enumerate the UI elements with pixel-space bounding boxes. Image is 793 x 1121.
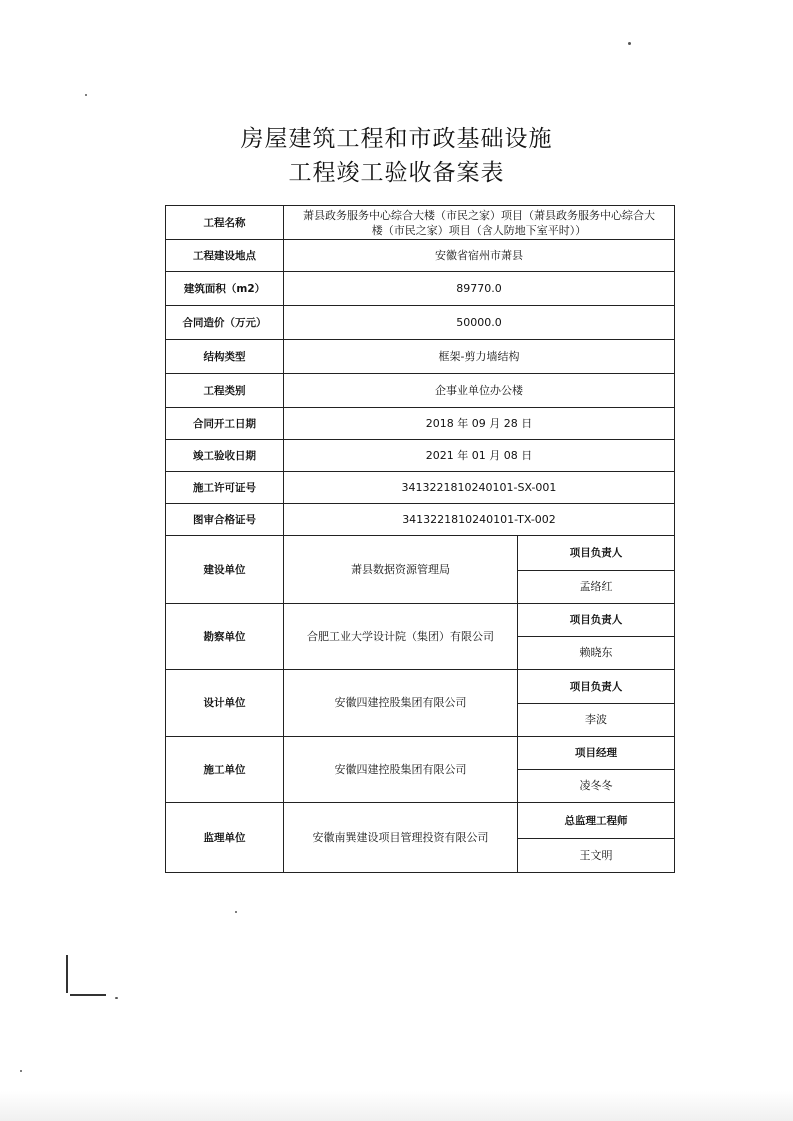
- row-review-certificate: [166, 504, 675, 536]
- row-unit-supervision: [166, 803, 675, 839]
- row-unit-design: [166, 670, 675, 704]
- filing-form-table: [165, 205, 675, 873]
- construction-person-name: 凌冬冬: [518, 770, 675, 803]
- row-project-category: [166, 374, 675, 408]
- location-label: 工程建设地点: [166, 240, 284, 272]
- project-category-value: 企事业单位办公楼: [284, 374, 675, 408]
- builder-person-name: 孟络红: [518, 571, 675, 604]
- row-location: [166, 240, 675, 272]
- construction-permit-value: 341322181024010​1-SX-001: [284, 472, 675, 504]
- survey-role-label: 项目负责人: [518, 604, 675, 637]
- scan-speck: [85, 94, 87, 96]
- scan-speck: [628, 42, 631, 45]
- row-unit-builder: [166, 536, 675, 571]
- row-project-name: [166, 206, 675, 240]
- survey-unit-name: 合肥工业大学设计院（集团）有限公司: [284, 604, 518, 670]
- review-certificate-label: 图审合格证号: [166, 504, 284, 536]
- contract-cost-label: 合同造价（万元）: [166, 306, 284, 340]
- construction-unit-label: 施工单位: [166, 737, 284, 803]
- project-name-label: 工程名称: [166, 206, 284, 240]
- construction-role-label: 项目经理: [518, 737, 675, 770]
- project-name-value: 萧县政务服务中心综合大楼（市民之家）项目（萧县政务服务中心综合大楼（市民之家）项目（含人防地下室平时））: [284, 206, 675, 240]
- project-category-label: 工程类别: [166, 374, 284, 408]
- design-person-name: 李波: [518, 704, 675, 737]
- scan-speck: [20, 1070, 22, 1072]
- location-value: 安徽省宿州市萧县: [284, 240, 675, 272]
- row-contract-cost: [166, 306, 675, 340]
- row-area: [166, 272, 675, 306]
- builder-unit-label: 建设单位: [166, 536, 284, 604]
- supervision-unit-label: 监理单位: [166, 803, 284, 873]
- row-start-date: [166, 408, 675, 440]
- survey-person-name: 赖晓东: [518, 637, 675, 670]
- design-unit-name: 安徽四建控股集团有限公司: [284, 670, 518, 737]
- row-construction-permit: [166, 472, 675, 504]
- row-acceptance-date: [166, 440, 675, 472]
- survey-unit-label: 勘察单位: [166, 604, 284, 670]
- review-certificate-value: 3413221810240101-TX-002: [284, 504, 675, 536]
- scan-edge-shadow: [0, 1091, 793, 1121]
- supervision-role-label: 总监理工程师: [518, 803, 675, 839]
- start-date-value: 2018 年 09 月 28 日: [284, 408, 675, 440]
- supervision-person-name: 王文明: [518, 839, 675, 873]
- construction-permit-label: 施工许可证号: [166, 472, 284, 504]
- scan-speck: [235, 911, 237, 913]
- scan-speck: [115, 997, 118, 999]
- row-structure-type: [166, 340, 675, 374]
- construction-unit-name: 安徽四建控股集团有限公司: [284, 737, 518, 803]
- supervision-unit-name: 安徽南巽建设项目管理投资有限公司: [284, 803, 518, 873]
- row-unit-survey: [166, 604, 675, 637]
- acceptance-date-label: 竣工验收日期: [166, 440, 284, 472]
- document-title-line-1: 房屋建筑工程和市政基础设施: [240, 126, 553, 152]
- row-unit-construction: [166, 737, 675, 770]
- design-unit-label: 设计单位: [166, 670, 284, 737]
- area-label: 建筑面积（m2）: [166, 272, 284, 306]
- scan-line-mark: [66, 955, 68, 993]
- start-date-label: 合同开工日期: [166, 408, 284, 440]
- scan-line-mark: [70, 994, 106, 996]
- document-title-line-2: 工程竣工验收备案表: [288, 160, 505, 186]
- area-value: 89770.0: [284, 272, 675, 306]
- design-role-label: 项目负责人: [518, 670, 675, 704]
- structure-type-label: 结构类型: [166, 340, 284, 374]
- structure-type-value: 框架-剪力墙结构: [284, 340, 675, 374]
- builder-unit-name: 萧县数据资源管理局: [284, 536, 518, 604]
- acceptance-date-value: 2021 年 01 月 08 日: [284, 440, 675, 472]
- contract-cost-value: 50000.0: [284, 306, 675, 340]
- builder-role-label: 项目负责人: [518, 536, 675, 571]
